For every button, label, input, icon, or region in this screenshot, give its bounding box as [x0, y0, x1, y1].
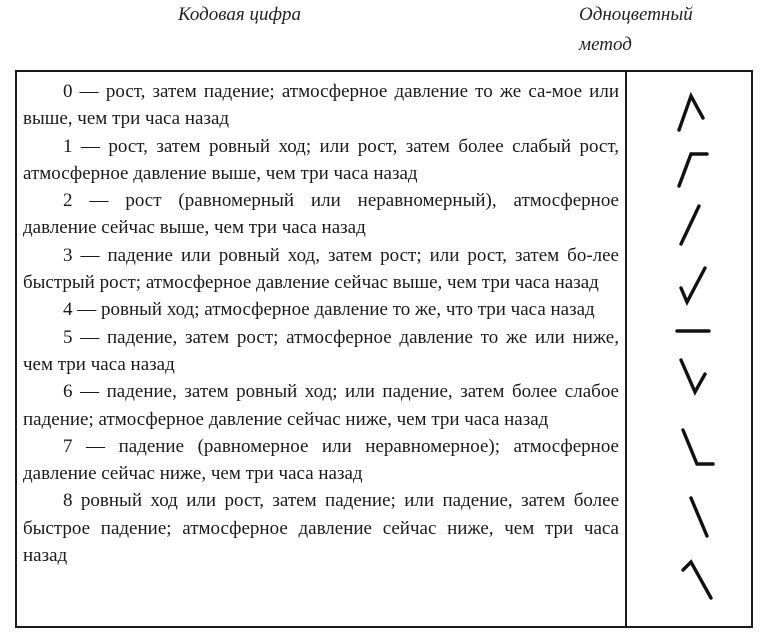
row-0-description: 0 — рост, затем падение; атмосферное давление то же са-мое или выше, чем три часа назад: [23, 81, 619, 130]
row-7-description: 7 — падение (равномерное или неравномерное); атмосферное давление сейчас ниже, чем три часа назад: [23, 435, 619, 485]
symbol-column: [627, 72, 751, 626]
steady-rise-icon: [681, 206, 699, 244]
row-5-description: 5 — падение, затем рост; атмосферное давление то же или ниже, чем три часа назад: [23, 326, 619, 375]
fall-then-rise-icon: [681, 268, 705, 302]
fall-then-steady-icon: [683, 430, 713, 464]
row-2-description: 2 — рост (равномерный или неравномерный), атмосферное давление сейчас выше, чем три часа назад: [23, 190, 619, 239]
row-8-description: 8 ровный ход или рост, затем падение; или падение, затем более быстрое падение; атмосферное давление сейчас ниже, чем три часа назад: [23, 490, 619, 567]
steady-fall-icon: [691, 498, 707, 536]
row-4-description: 4 — ровный ход; атмосферное давление то же, что три часа назад: [63, 299, 595, 321]
row-6-description: 6 — падение, затем ровный ход; или падение, затем более слабое падение; атмосферное давление сейчас ниже, чем три часа назад: [23, 381, 619, 430]
row-3-description: 3 — падение или ровный ход, затем рост; или рост, затем бо-лее быстрый рост; атмосферное давление сейчас выше, чем три часа назад: [23, 244, 619, 294]
steady-then-fall-icon: [683, 562, 711, 598]
column-header-code-digit: Кодовая цифра: [178, 4, 301, 25]
rise-then-fall-icon: [679, 96, 703, 130]
description-column: [23, 78, 619, 569]
column-header-method: Одноцветный метод: [579, 4, 693, 55]
row-1-description: 1 — рост, затем ровный ход; или рост, затем более слабый рост, атмосферное давление выше, чем три часа назад: [23, 135, 619, 184]
rise-then-steady-icon: [679, 154, 707, 186]
fall-then-rise-lower-icon: [681, 360, 705, 392]
